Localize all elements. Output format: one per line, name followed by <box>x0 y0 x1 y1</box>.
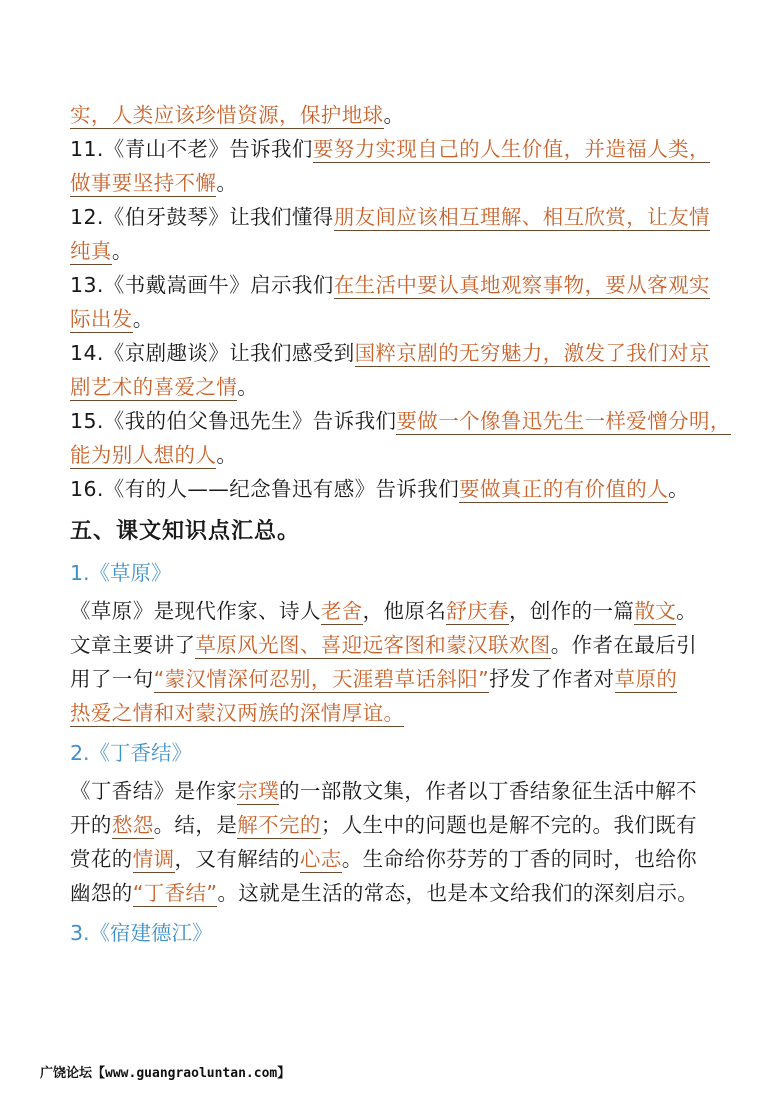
text-span: 。 <box>111 239 133 263</box>
answer-blank: “丁香结” <box>132 881 218 905</box>
answer-blank: 要努力实现自己的人生价值，并造福人类， <box>312 137 710 161</box>
text-span: ，创作的一篇 <box>508 599 635 623</box>
text-span: 幽怨的 <box>70 881 133 905</box>
text-line <box>70 200 720 234</box>
lesson-title: 1.《草原》 <box>70 561 172 585</box>
lesson-title: 3.《宿建德江》 <box>70 921 213 945</box>
text-line <box>70 696 720 730</box>
answer-blank: 愁怨 <box>111 813 154 837</box>
text-line <box>70 370 720 404</box>
text-line <box>70 472 720 506</box>
answer-blank: 朋友间应该相互理解、相互欣赏，让友情 <box>333 205 710 229</box>
answer-blank: 老舍 <box>320 599 363 623</box>
text-span: 赏花的 <box>70 847 133 871</box>
answer-blank: 草原的 <box>614 667 678 691</box>
text-line <box>70 302 720 336</box>
text-span: 。 <box>216 171 238 195</box>
text-line <box>70 662 720 696</box>
answer-blank: 解不完的 <box>237 813 321 837</box>
text-span: 《丁香结》是作家 <box>70 779 238 803</box>
text-line <box>70 842 720 876</box>
text-span: 用了一句 <box>70 667 154 691</box>
answer-blank: 能为别人想的人 <box>70 443 217 467</box>
answer-blank: 散文 <box>634 599 677 623</box>
text-line <box>70 628 720 662</box>
text-span: 。 <box>668 477 690 501</box>
answer-blank: 在生活中要认真地观察事物，要从客观实 <box>333 273 710 297</box>
text-span: 。这就是生活的常态，也是本文给我们的深刻启示。 <box>217 881 699 905</box>
section-caoyuan <box>70 556 720 730</box>
answer-blank: 要做真正的有价值的人 <box>459 477 669 501</box>
text-span: 【 <box>92 1066 106 1081</box>
text-span: 。生命给你芬芳的丁香的同时，也给你 <box>341 847 698 871</box>
answer-blank: 际出发 <box>70 307 133 331</box>
item-12 <box>70 200 720 268</box>
lesson-title: 2.《丁香结》 <box>70 741 193 765</box>
section-dingxiangjie <box>70 736 720 910</box>
text-span: 。 <box>216 443 238 467</box>
text-line <box>70 808 720 842</box>
text-span: ；人生中的问题也是解不完的。我们既有 <box>320 813 698 837</box>
text-span: 《草原》是现代作家、诗人 <box>70 599 321 623</box>
answer-blank: 剧艺术的喜爱之情 <box>70 375 238 399</box>
answer-blank: 情调 <box>132 847 175 871</box>
text-span: 。结，是 <box>153 813 238 837</box>
text-span: 。 <box>383 103 405 127</box>
question-text: 11.《青山不老》告诉我们 <box>70 137 313 161</box>
text-line <box>70 438 720 472</box>
answer-blank: 国粹京剧的无穷魅力，激发了我们对京 <box>354 341 710 365</box>
text-line <box>70 132 720 166</box>
item-15 <box>70 404 731 472</box>
question-text: 16.《有的人——纪念鲁迅有感》告诉我们 <box>70 477 460 501</box>
text-span: 抒发了作者对 <box>489 667 615 691</box>
question-text: 14.《京剧趣谈》让我们感受到 <box>70 341 355 365</box>
text-span: 文章主要讲了 <box>70 633 196 657</box>
section-heading: 五、课文知识点汇总。 <box>70 518 301 544</box>
text-span: 的一部散文集，作者以丁香结象征生活中解不 <box>279 779 698 803</box>
text-line <box>70 268 720 302</box>
question-text: 13.《书戴嵩画牛》启示我们 <box>70 273 334 297</box>
text-line <box>70 876 720 910</box>
site-name: 广饶论坛 <box>40 1066 93 1081</box>
item-11 <box>70 132 720 200</box>
text-line <box>70 594 720 628</box>
question-text: 12.《伯牙鼓琴》让我们懂得 <box>70 205 334 229</box>
text-line <box>70 774 720 808</box>
answer-blank: 实，人类应该珍惜资源，保护地球 <box>70 103 384 127</box>
text-span: ，又有解结的 <box>174 847 300 871</box>
answer-blank: 心志 <box>299 847 342 871</box>
answer-blank: 宗璞 <box>237 779 280 803</box>
text-span: 。 <box>132 307 154 331</box>
text-span: 。作者在最后引 <box>550 633 698 657</box>
question-text: 15.《我的伯父鲁迅先生》告诉我们 <box>70 409 397 433</box>
item-14 <box>70 336 720 404</box>
answer-blank: 舒庆春 <box>446 599 509 623</box>
text-line <box>70 336 720 370</box>
text-span: 开的 <box>70 813 112 837</box>
text-span: 】 <box>277 1066 291 1081</box>
answer-blank: 做事要坚持不懈 <box>70 171 217 195</box>
text-span: 。 <box>676 599 698 623</box>
item-13 <box>70 268 720 336</box>
text-line <box>70 404 731 438</box>
page-content <box>70 98 731 950</box>
item-10-tail <box>70 98 720 132</box>
footer-site <box>40 1062 290 1081</box>
text-span: 。 <box>237 375 259 399</box>
site-url[interactable]: www.guangraoluntan.com <box>105 1066 278 1081</box>
answer-blank: 热爱之情和对蒙汉两族的深情厚谊。 <box>70 701 405 725</box>
answer-blank: 要做一个像鲁迅先生一样爱憎分明， <box>396 409 731 433</box>
item-16 <box>70 472 720 506</box>
answer-blank: 纯真 <box>70 239 112 263</box>
answer-blank: 草原风光图、喜迎远客图和蒙汉联欢图 <box>195 633 551 657</box>
text-line <box>70 166 720 200</box>
answer-blank: “蒙汉情深何忍别，天涯碧草话斜阳” <box>153 667 490 691</box>
text-line <box>70 234 720 268</box>
text-span: ，他原名 <box>362 599 447 623</box>
